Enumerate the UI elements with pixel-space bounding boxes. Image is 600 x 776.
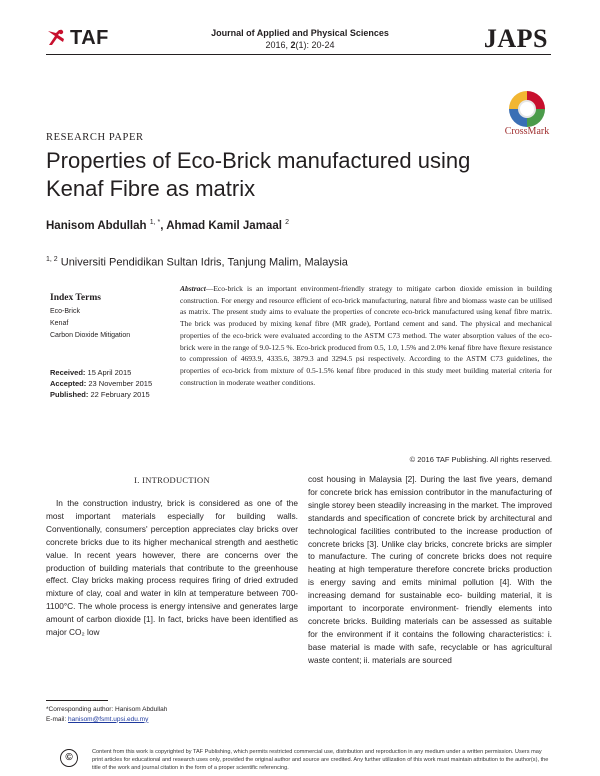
body-paragraph: In the construction industry, brick is considered as one of the most important materials especially for building walls. Conventionally, consumers' perception appreciates clay bricks over concrete bricks due to its higher mechanical strength and aesthetic value. In recent years however, there are concerns over the production of building materials that contribute to the greenhouse effect. Clay bricks making process requires firing of dried extruded mixture of clay, coal and water in kiln at temperature between 700-1100°C. The whole process is energy intensive and generates large amount of carbon dioxide [1]. In fact, bricks have been identified as major CO₂ low (46, 498, 298, 638)
body-column-left (46, 497, 298, 639)
author-affiliation-marker: 2 (285, 219, 290, 226)
index-terms-list (50, 306, 130, 342)
license-text: Content from this work is copyrighted by TAF Publishing, which permits restricted commercial use, distribution and reproduction in any medium under a written permission. Users may print articles for educational and research uses only, provided the original author and source are credited. Any further utilization of this work must maintain attribution to the author(s), the title of the work and journal citation in the form of a proper scientific referencing. (92, 749, 549, 772)
email-link[interactable]: hanisom@fsmt.upsi.edu.my (68, 715, 149, 723)
body-column-right (308, 473, 552, 667)
journal-info (170, 27, 430, 51)
body-paragraph: cost housing in Malaysia [2]. During the last five years, demand for concrete brick has emission contributor in the manufacturing of single storey been steadily increasing in the market. The improved standards and specification of concrete brick by architectural and technological facilities contributed to the increase production of concrete bricks [3]. Unlike clay bricks, concrete bricks are simpler to manufacture. The curing of concrete bricks does not require heating at high temperature therefore concrete bricks production is energy saving and emits minimal pollution [4]. With the increasing demand for sustainable eco- building material, it is important to incorporate environment- friendly elements into concrete bricks. Building materials can be assessed as suitable for the environment if it contains the following characteristics: i. base material is made with safe, recyclable or has agricultural waste content; ii. materials are sourced (308, 474, 552, 665)
section-heading: I. INTRODUCTION (134, 475, 210, 485)
journal-name: Journal of Applied and Physical Sciences (211, 28, 389, 38)
received-label: Received: (50, 368, 86, 377)
received-date-row (50, 367, 152, 378)
journal-abbrev: JAPS (483, 24, 548, 53)
index-terms-heading: Index Terms (50, 293, 101, 303)
corresponding-author: *Corresponding author: Hanisom Abdullah (46, 706, 168, 713)
accepted-date: 23 November 2015 (88, 379, 153, 388)
affiliation-text: Universiti Pendidikan Sultan Idris, Tanjung Malim, Malaysia (60, 256, 348, 269)
header-rule (46, 54, 551, 55)
index-term: Eco-Brick (50, 308, 80, 315)
affiliation-marker: 1, 2 (46, 256, 58, 263)
received-date: 15 April 2015 (87, 368, 132, 377)
paper-title: Properties of Eco-Brick manufactured using Kenaf Fibre as matrix (46, 148, 471, 201)
citation-year: 2016, (265, 40, 291, 50)
author-list (46, 219, 289, 232)
affiliation (46, 256, 348, 269)
index-term: Carbon Dioxide Mitigation (50, 332, 131, 339)
published-label: Published: (50, 390, 89, 399)
author-name: Hanisom Abdullah (46, 219, 147, 232)
accepted-label: Accepted: (50, 379, 87, 388)
author-affiliation-marker: 1, * (149, 219, 161, 226)
copyright-icon: © (60, 749, 78, 767)
publisher-logo-text: TAF (70, 26, 109, 49)
copyright-notice: © 2016 TAF Publishing. All rights reserved. (409, 455, 552, 464)
taf-logo-icon (46, 28, 66, 48)
index-term: Kenaf (50, 320, 69, 327)
journal-citation (170, 39, 430, 51)
author-name: Ahmad Kamil Jamaal (166, 219, 282, 232)
footnote (46, 705, 167, 724)
citation-volume: 2 (290, 40, 296, 50)
email-row (46, 715, 167, 725)
abstract-dash: — (205, 284, 214, 293)
abstract-text: Eco-brick is an important environment-friendly strategy to mitigate carbon dioxide emission in building construction. For energy and resource efficient of eco-brick manufacturing, natural fibre and biomass waste can be utilised as matrix. The present study aims to evaluate the properties of concrete eco-brick manufactured using kenaf fibre matrix. The brick was produced by mixing kenaf fibre (MR grade), Portland cement and sand. The physical and mechanical properties of the eco-brick were evaluated according to the ASTM C73 method. The water absorption values of the eco-brick were in the range of 9.0-12.5 %. Eco-brick produced from 0.5, 1.0, 1.5% and 2.0% kenaf fibre have flexure resistance to compression of 4693.9, 4335.6, 3879.3 and 3294.5 psi respectively. According to the ASTM C73 guidelines, the properties of eco-brick from mixture of 0.5-1.5% kenaf fibre produced in this study meet building material criteria for construction in moderate weather conditions. (180, 284, 552, 387)
published-date-row (50, 389, 152, 400)
abstract (180, 283, 552, 388)
citation-issue-pages: (1): 20-24 (295, 40, 335, 50)
author-separator: , (160, 219, 167, 232)
paper-type-label: RESEARCH PAPER (46, 132, 144, 143)
article-dates (50, 367, 152, 400)
accepted-date-row (50, 378, 152, 389)
published-date: 22 February 2015 (90, 390, 150, 399)
abstract-label: Abstract (180, 284, 206, 293)
crossmark-label[interactable]: CrossMark (504, 126, 550, 137)
publisher-logo (46, 26, 146, 50)
footnote-rule (46, 700, 108, 701)
email-label: E-mail: (46, 715, 69, 723)
